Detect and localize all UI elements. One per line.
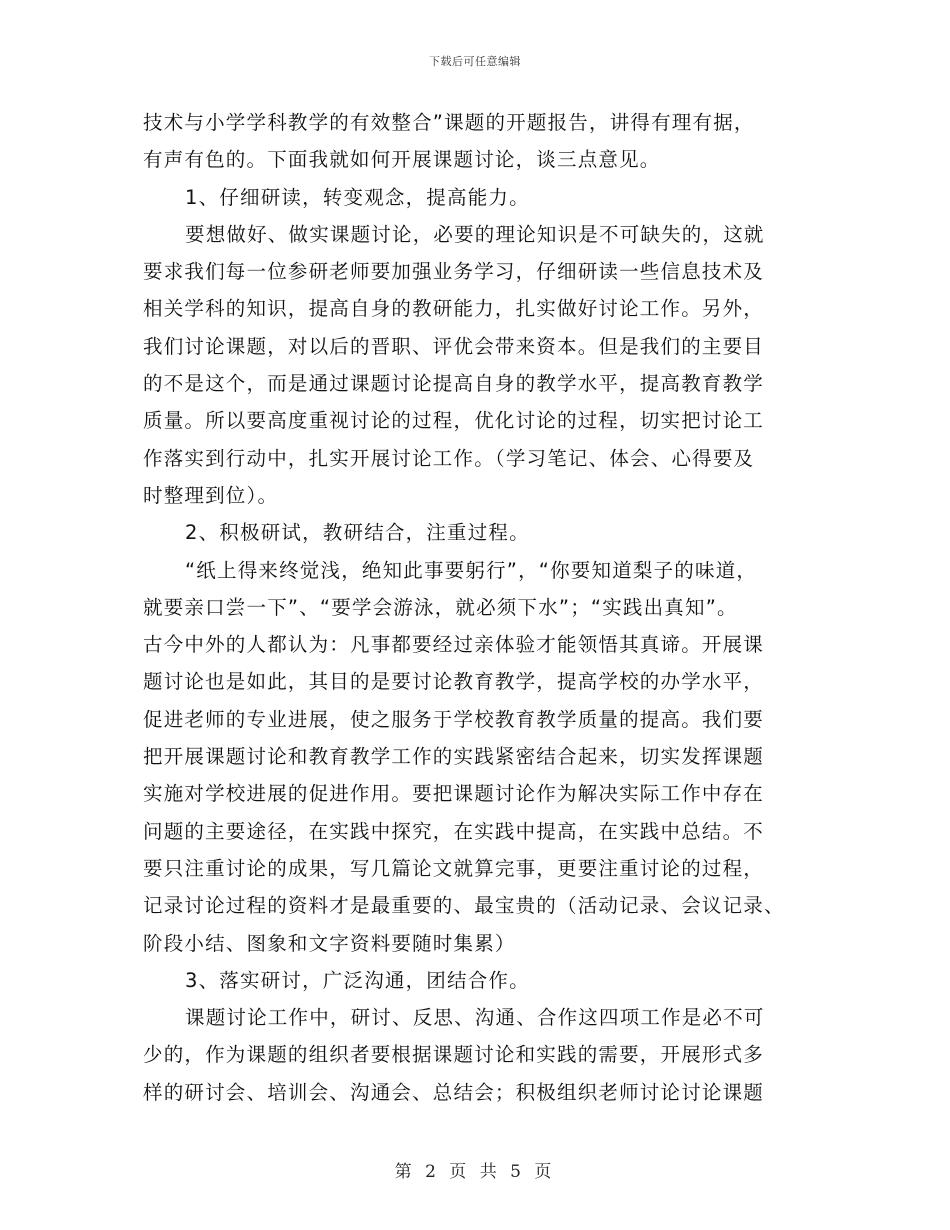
text-line: 记录讨论过程的资料才是最重要的、最宝贵的（活动记录、会议记录、 [143,894,785,918]
text-line: 有声有色的。下面我就如何开展课题讨论，谈三点意见。 [143,148,661,172]
text-line: 质量。所以要高度重视讨论的过程，优化讨论的过程，切实把讨论工 [143,409,765,433]
text-line: 实施对学校进展的促进作用。要把课题讨论作为解决实际工作中存在 [143,782,765,806]
text-line: 作落实到行动中，扎实开展讨论工作。（学习笔记、体会、心得要及 [143,446,755,470]
text-line: 把开展课题讨论和教育教学工作的实践紧密结合起来，切实发挥课题 [143,745,765,769]
text-line: 就要亲口尝一下”、“要学会游泳，就必须下水”；“实践出真知”。 [143,595,738,619]
text-line: 要想做好、做实课题讨论，必要的理论知识是不可缺失的，这就 [185,222,765,246]
text-line: 少的，作为课题的组织者要根据课题讨论和实践的需要，开展形式多 [143,1043,765,1067]
text-line: 要只注重讨论的成果，写几篇论文就算完事，更要注重讨论的过程， [143,856,765,880]
text-line: 问题的主要途径，在实践中探究，在实践中提高，在实践中总结。不 [143,819,765,843]
text-line: 的不是这个，而是通过课题讨论提高自身的教学水平，提高教育教学 [143,372,765,396]
text-line: 古今中外的人都认为：凡事都要经过亲体验才能领悟其真谛。开展课 [143,633,765,657]
page-header: 下载后可任意编辑 [429,55,521,68]
text-line: 促进老师的专业进展，使之服务于学校教育教学质量的提高。我们要 [143,707,765,731]
text-line: 2、积极研试，教研结合，注重过程。 [185,521,530,545]
text-line: 时整理到位）。 [143,483,279,507]
text-line: 样的研讨会、培训会、沟通会、总结会；积极组织老师讨论讨论课题 [143,1080,765,1104]
text-line: 技术与小学学科教学的有效整合”课题的开题报告，讲得有理有据， [143,111,755,134]
text-line: “纸上得来终觉浅，绝知此事要躬行”，“你要知道梨子的味道， [185,558,758,582]
text-line: 1、仔细研读，转变观念，提高能力。 [185,185,530,209]
body-text [143,104,813,1111]
text-line: 课题讨论工作中，研讨、反思、沟通、合作这四项工作是必不可 [185,1006,765,1030]
text-line: 相关学科的知识，提高自身的教研能力，扎实做好讨论工作。另外， [143,297,765,321]
text-line: 题讨论也是如此，其目的是要讨论教育教学，提高学校的办学水平， [143,670,765,694]
text-line: 我们讨论课题，对以后的晋职、评优会带来资本。但是我们的主要目 [143,334,765,358]
text-line: 阶段小结、图象和文字资料要随时集累） [143,931,516,955]
text-line: 要求我们每一位参研老师要加强业务学习，仔细研读一些信息技术及 [143,260,765,284]
text-line: 3、落实研讨，广泛沟通，团结合作。 [185,968,530,992]
page-footer: 第 2 页 共 5 页 [394,1162,556,1182]
